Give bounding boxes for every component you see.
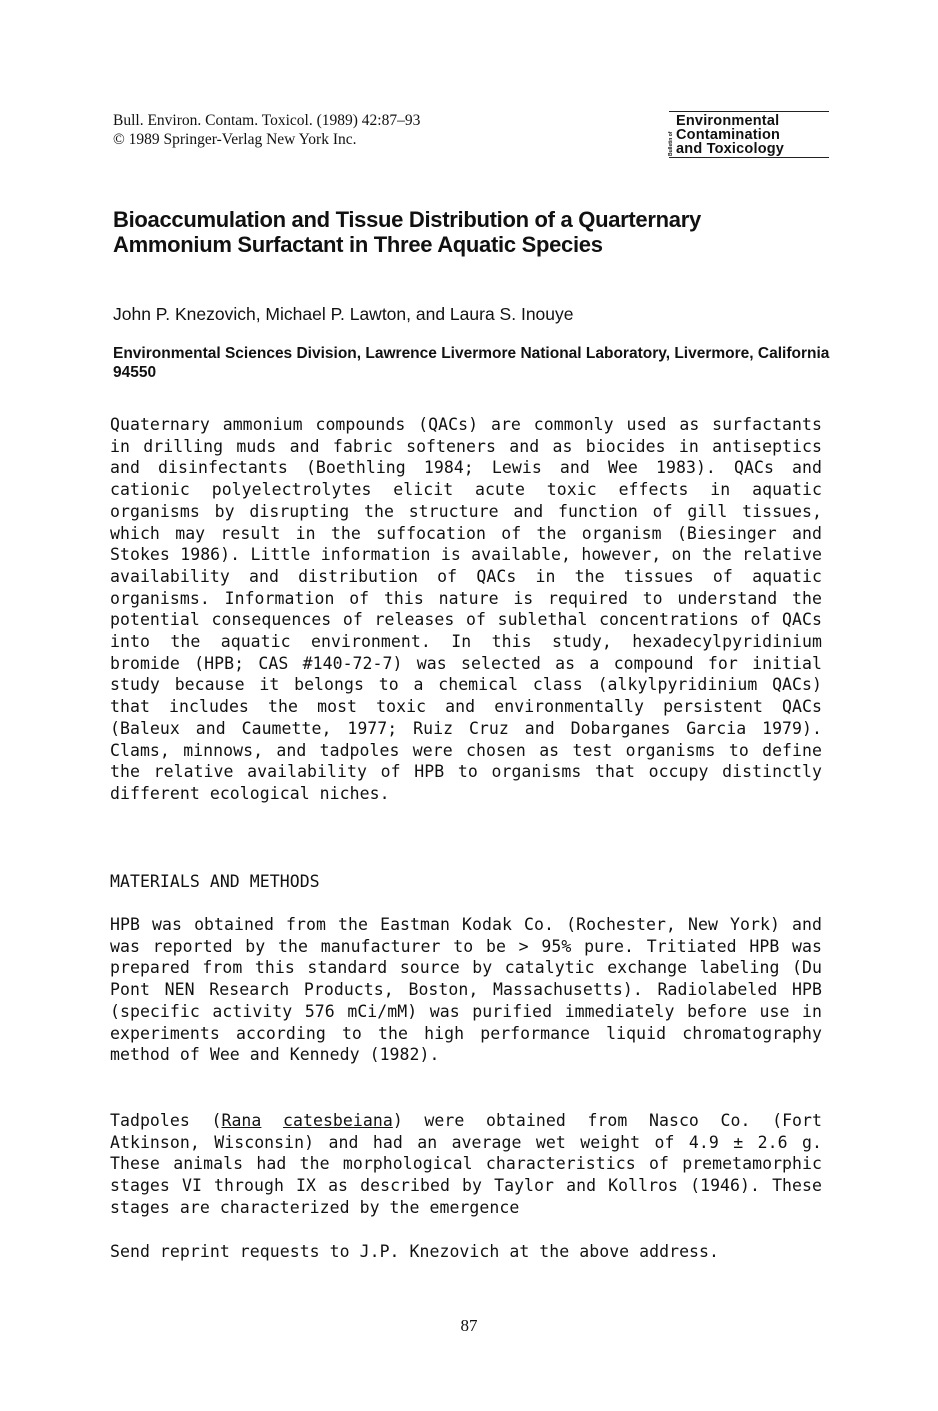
- species-epithet: catesbeiana: [283, 1111, 393, 1130]
- article-authors: John P. Knezovich, Michael P. Lawton, and Laura S. Inouye: [113, 304, 574, 324]
- logo-line-3: and Toxicology: [676, 141, 785, 157]
- methods-text-rest: ) were obtained from Nasco Co. (Fort Atkinson, Wisconsin) and had an average wet weight of 4.9 ± 2.6 g. These animals had the morphological characteristics of premetamorphic stages VI through IX as described by Taylor and Kollros (1946). These stages are characterized by the emergence: [110, 1111, 822, 1217]
- citation-line-1: Bull. Environ. Contam. Toxicol. (1989) 42:87–93: [113, 112, 421, 129]
- methods-paragraph-2: [110, 1110, 822, 1219]
- journal-logo: [669, 111, 829, 158]
- species-genus: Rana: [221, 1111, 262, 1130]
- logo-line-2: Contamination: [676, 127, 781, 143]
- journal-citation: [113, 111, 420, 149]
- intro-paragraph: Quaternary ammonium compounds (QACs) are commonly used as surfactants in drilling muds and fabric softeners and as biocides in antiseptics and disinfectants (Boethling 1984; Lewis and Wee 1983). QACs and cationic polyelectrolytes elicit acute toxic effects in aquatic organisms by disrupting the structure and function of gill tissues, which may result in the suffocation of the organism (Biesinger and Stokes 1986). Little information is available, however, on the relative availability and distribution of QACs in the tissues of aquatic organisms. Information of this nature is required to understand the potential consequences of releases of sublethal concentrations of QACs into the aquatic environment. In this study, hexadecylpyridinium bromide (HPB; CAS #140-72-7) was selected as a compound for initial study because it belongs to a chemical class (alkylpyridinium QACs) that includes the most toxic and environmentally persistent QACs (Baleux and Caumette, 1977; Ruiz Cruz and Dobarganes Garcia 1979). Clams, minnows, and tadpoles were chosen as test organisms to define the relative availability of HPB to organisms that occupy distinctly different ecological niches.: [110, 415, 822, 803]
- species-space: [261, 1111, 283, 1130]
- reprint-note: Send reprint requests to J.P. Knezovich at the above address.: [110, 1242, 720, 1261]
- logo-top-rule: [669, 111, 829, 112]
- article-title: Bioaccumulation and Tissue Distribution of a Quarternary Ammonium Surfactant in Three Aquatic Species: [113, 207, 701, 257]
- logo-spine-text: Bulletin of: [668, 131, 674, 156]
- section-heading-methods: MATERIALS AND METHODS: [110, 872, 320, 891]
- methods-text-start: Tadpoles (: [110, 1111, 222, 1130]
- methods-paragraph-1: HPB was obtained from the Eastman Kodak Co. (Rochester, New York) and was reported by the manufacturer to be > 95% pure. Tritiated HPB was prepared from this standard source by catalytic exchange labeling (Du Pont NEN Research Products, Boston, Massachusetts). Radiolabeled HPB (specific activity 576 mCi/mM) was purified immediately before use in experiments according to the high performance liquid chromatography method of Wee and Kennedy (1982).: [110, 915, 822, 1065]
- page-number: 87: [460, 1316, 478, 1335]
- logo-line-1: Environmental: [676, 113, 780, 129]
- author-affiliation: Environmental Sciences Division, Lawrence Livermore National Laboratory, Livermore, California 94550: [113, 345, 830, 381]
- citation-line-2: © 1989 Springer-Verlag New York Inc.: [113, 131, 357, 148]
- logo-bottom-rule: [669, 157, 829, 158]
